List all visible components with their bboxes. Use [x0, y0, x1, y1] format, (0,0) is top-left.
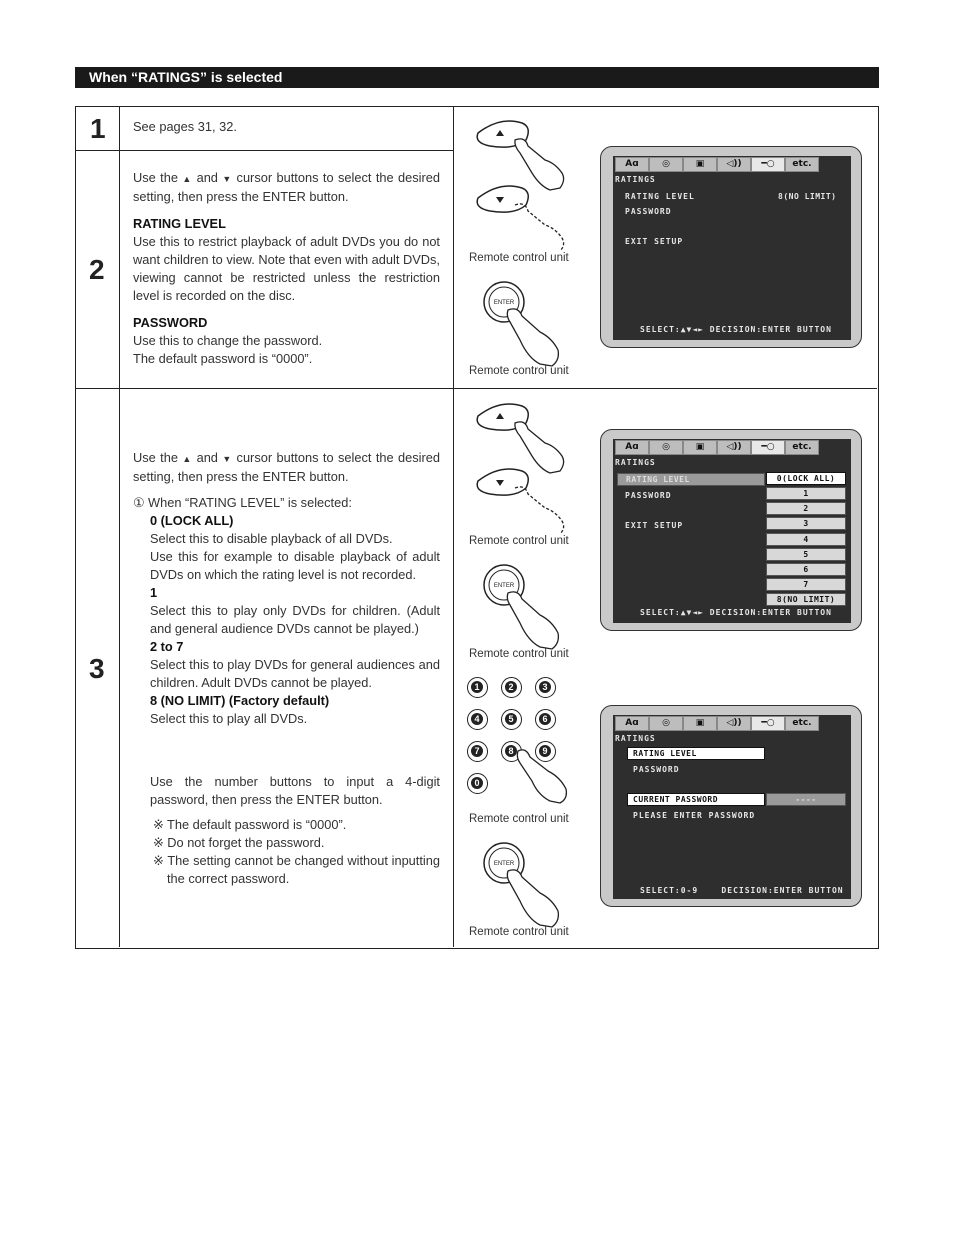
tab-disc-icon: ◎ [649, 157, 683, 172]
down-button-shape [477, 186, 528, 212]
remote-caption-1: Remote control unit [469, 252, 569, 264]
step3-note1: ※ The default password is “0000”. [153, 817, 347, 832]
tab-disc-icon: ◎ [649, 440, 683, 455]
remote-up-down-illustration [470, 118, 580, 253]
tab-ratings-key-icon: ━○ [751, 716, 785, 731]
enter-button-illustration [480, 563, 570, 653]
tab-video-icon: ▣ [683, 440, 717, 455]
osd-exit-setup: EXIT SETUP [625, 237, 684, 246]
rating-option-0: 0(LOCK ALL) [766, 472, 846, 485]
step2-intro-b: cursor buttons to select the desired setting, then press the ENTER button. [133, 170, 440, 204]
enter-button-label: ENTER [493, 583, 515, 589]
osd-rating-level: RATING LEVEL [625, 192, 695, 201]
key-5-label: 5 [505, 713, 517, 725]
key-4 [467, 709, 488, 730]
osd-rating-level-selected: RATING LEVEL [617, 473, 765, 486]
pointing-hand-lower [515, 204, 564, 251]
column-divider-right [453, 107, 454, 947]
step3-note2: ※ Do not forget the password. [153, 835, 325, 850]
step2-password-text1: Use this to change the password. [133, 333, 323, 348]
tab-etc: etc. [785, 716, 819, 731]
remote-up-down-illustration [470, 401, 580, 536]
osd-screen-password [600, 705, 862, 907]
step3-two-seven-text: Select this to play DVDs for general audiences and children. Adult DVDs cannot be played. [150, 657, 440, 690]
osd-password: PASSWORD [625, 207, 672, 216]
pointing-hand [507, 592, 558, 649]
step3-password-text: Use the number buttons to input a 4-digit password, then press the ENTER button. [150, 774, 440, 807]
osd-password-mask: ---- [766, 793, 846, 806]
rating-option-6: 6 [766, 563, 846, 576]
key-0 [467, 773, 488, 794]
pointing-hand [507, 309, 558, 366]
step3-one-title: 1 [150, 585, 158, 600]
osd-password: PASSWORD [625, 491, 672, 500]
osd-title: RATINGS [615, 175, 656, 184]
key-3 [535, 677, 556, 698]
key-2 [501, 677, 522, 698]
key-1-label: 1 [471, 681, 483, 693]
step-number-2: 2 [89, 254, 105, 285]
osd-rating-value: 8(NO LIMIT) [778, 192, 837, 201]
rating-option-1: 1 [766, 487, 846, 500]
pointing-hand-upper [515, 139, 564, 190]
pointing-hand-upper [515, 422, 564, 473]
remote-caption-6: Remote control unit [469, 926, 569, 938]
tab-ratings-key-icon: ━○ [751, 157, 785, 172]
osd-exit-setup: EXIT SETUP [625, 521, 684, 530]
osd-please-enter: PLEASE ENTER PASSWORD [633, 811, 756, 820]
tab-etc: etc. [785, 157, 819, 172]
step2-rating-title: RATING LEVEL [133, 216, 226, 231]
pointing-hand-lower [515, 487, 564, 534]
rating-option-4: 4 [766, 533, 846, 546]
key-7 [467, 741, 488, 762]
step3-intro-b: cursor buttons to select the desired setting, then press the ENTER button. [133, 450, 440, 484]
step3-note3: ※ The setting cannot be changed without inputting the correct password. [153, 853, 440, 886]
section-title: When “RATINGS” is selected [89, 69, 283, 85]
osd-tab-bar [615, 716, 819, 731]
down-button-shape [477, 469, 528, 495]
key-0-label: 0 [471, 777, 483, 789]
osd-tab-bar [615, 440, 819, 455]
step3-lock-all-text1: Select this to disable playback of all DVDs. [150, 531, 393, 546]
osd-rating-level-selected: RATING LEVEL [627, 747, 765, 760]
step3-one-text: Select this to play only DVDs for children. (Adult and general audience DVDs cannot be played.) [150, 603, 440, 636]
tab-ratings-key-icon: ━○ [751, 440, 785, 455]
enter-button-illustration [480, 841, 570, 931]
osd-tab-bar [615, 157, 819, 172]
enter-button-label: ENTER [493, 861, 515, 867]
key-8-label: 8 [505, 745, 517, 757]
step3-intro-and: and [196, 450, 218, 465]
osd-password: PASSWORD [633, 765, 680, 774]
tab-audio-icon: ◁)) [717, 157, 751, 172]
step2-intro-a: Use the [133, 170, 178, 185]
tab-audio-icon: ◁)) [717, 440, 751, 455]
rating-option-5: 5 [766, 548, 846, 561]
key-5 [501, 709, 522, 730]
step3-two-seven-title: 2 to 7 [150, 639, 184, 654]
step2-rating-text: Use this to restrict playback of adult DVDs you do not want children to view. Note that even with adult DVDs, viewing cannot be restricted unless the restriction level is recorded on the disc. [133, 234, 440, 303]
tab-video-icon: ▣ [683, 157, 717, 172]
column-divider-left [119, 107, 120, 947]
remote-caption-4: Remote control unit [469, 648, 569, 660]
tab-etc: etc. [785, 440, 819, 455]
key-4-label: 4 [471, 713, 483, 725]
tab-disc-icon: ◎ [649, 716, 683, 731]
rating-option-8: 8(NO LIMIT) [766, 593, 846, 606]
pointing-hand [507, 870, 558, 927]
rating-option-3: 3 [766, 517, 846, 530]
remote-caption-3: Remote control unit [469, 535, 569, 547]
pointing-hand-keypad [510, 745, 580, 805]
key-1 [467, 677, 488, 698]
enter-button-label: ENTER [493, 300, 515, 306]
osd-screen-rating-levels [600, 429, 862, 631]
up-arrow-icon: ▲ [182, 174, 193, 184]
osd-current-password: CURRENT PASSWORD [627, 793, 765, 806]
step3-lock-all-title: 0 (LOCK ALL) [150, 513, 234, 528]
osd-footer: SELECT:0-9 DECISION:ENTER BUTTON [640, 886, 844, 895]
section-header-bar [75, 67, 879, 88]
remote-caption-2: Remote control unit [469, 365, 569, 377]
osd-title: RATINGS [615, 458, 656, 467]
step1-text: See pages 31, 32. [133, 119, 237, 134]
row-divider-1 [76, 150, 453, 151]
step3-no-limit-title: 8 (NO LIMIT) (Factory default) [150, 693, 330, 708]
key-6 [535, 709, 556, 730]
key-7-label: 7 [471, 745, 483, 757]
key-6-label: 6 [539, 713, 551, 725]
step-number-3: 3 [89, 653, 105, 684]
up-arrow-icon: ▲ [182, 454, 193, 464]
tab-video-icon: ▣ [683, 716, 717, 731]
step2-intro [133, 169, 440, 206]
step3-intro-a: Use the [133, 450, 178, 465]
key-9-label: 9 [539, 745, 551, 757]
key-3-label: 3 [539, 681, 551, 693]
down-arrow-icon: ▼ [222, 174, 233, 184]
tab-language-icon: Aɑ [615, 440, 649, 455]
step3-intro [133, 449, 440, 486]
down-arrow-icon: ▼ [222, 454, 233, 464]
rating-option-2: 2 [766, 502, 846, 515]
step-number-1: 1 [90, 113, 106, 144]
enter-button-illustration [480, 280, 570, 370]
row-divider-2 [76, 388, 877, 389]
osd-screen-ratings [600, 146, 862, 348]
step3-when-rating: ① When “RATING LEVEL” is selected: [133, 495, 352, 510]
osd-title: RATINGS [615, 734, 656, 743]
step2-intro-and: and [196, 170, 218, 185]
step2-password-text2: The default password is “0000”. [133, 351, 313, 366]
tab-language-icon: Aɑ [615, 716, 649, 731]
tab-language-icon: Aɑ [615, 157, 649, 172]
rating-option-7: 7 [766, 578, 846, 591]
osd-footer: SELECT:▲▼◄► DECISION:ENTER BUTTON [640, 608, 832, 617]
step3-no-limit-text: Select this to play all DVDs. [150, 711, 308, 726]
remote-caption-5: Remote control unit [469, 813, 569, 825]
step3-lock-all-text2: Use this for example to disable playback of adult DVDs on which the rating level is not recorded. [150, 549, 440, 582]
tab-audio-icon: ◁)) [717, 716, 751, 731]
key-2-label: 2 [505, 681, 517, 693]
step2-password-title: PASSWORD [133, 315, 208, 330]
osd-footer: SELECT:▲▼◄► DECISION:ENTER BUTTON [640, 325, 832, 334]
